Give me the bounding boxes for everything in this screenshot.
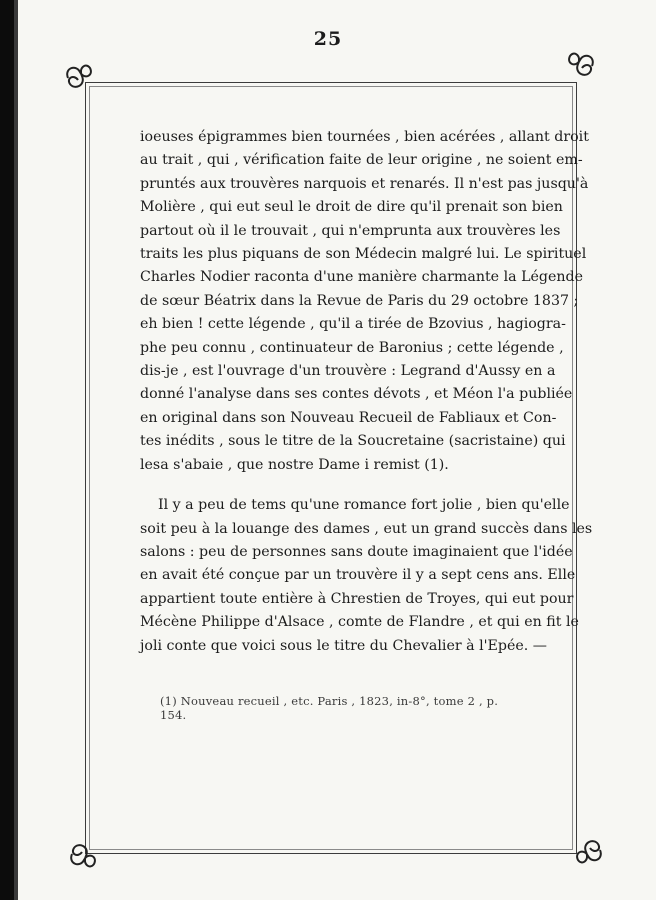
text-line: en original dans son Nouveau Recueil de Fabliaux et Con-: [140, 409, 557, 426]
footnote: (1) Nouveau recueil , etc. Paris , 1823, in-8°, tome 2 , p. 154.: [160, 694, 499, 722]
text-line: donné l'analyse dans ses contes dévots , et Méon l'a publiée: [140, 386, 573, 403]
text-line: Il y a peu de tems qu'une romance fort jolie , bien qu'elle: [158, 497, 570, 514]
text-line: Molière , qui eut seul le droit de dire qu'il prenait son bien: [140, 199, 563, 216]
text-line: lesa s'abaie , que nostre Dame i remist (1).: [140, 456, 449, 473]
text-line: tes inédits , sous le titre de la Soucretaine (sacristaine) qui: [140, 433, 566, 450]
text-line: en avait été conçue par un trouvère il y a sept cens ans. Elle: [140, 567, 576, 584]
page-number: 25: [313, 28, 343, 50]
corner-ornament-top-right-icon: [562, 46, 600, 84]
corner-ornament-bottom-right-icon: [570, 832, 608, 870]
text-line: traits les plus piquans de son Médecin malgré lui. Le spirituel: [140, 246, 587, 263]
text-line: salons : peu de personnes sans doute imaginaient que l'idée: [140, 543, 573, 560]
text-line: pruntés aux trouvères narquois et renarés. Il n'est pas jusqu'à: [140, 175, 589, 192]
corner-ornament-bottom-left-icon: [64, 836, 102, 874]
text-line: Mécène Philippe d'Alsace , comte de Flandre , et qui en fit le: [140, 614, 579, 631]
body-text: [140, 126, 593, 658]
text-line: soit peu à la louange des dames , eut un grand succès dans les: [140, 520, 593, 537]
text-line: de sœur Béatrix dans la Revue de Paris du 29 octobre 1837 ;: [140, 292, 579, 309]
text-line: dis-je , est l'ouvrage d'un trouvère : Legrand d'Aussy en a: [140, 363, 556, 380]
text-line: ioeuses épigrammes bien tournées , bien acérées , allant droit: [140, 129, 589, 145]
text-line: partout où il le trouvait , qui n'emprunta aux trouvères les: [140, 222, 561, 239]
paragraph-1: [140, 126, 589, 477]
corner-ornament-top-left-icon: [60, 58, 98, 96]
scan-edge-shadow: [0, 0, 14, 900]
text-line: phe peu connu , continuateur de Baronius ; cette légende ,: [140, 339, 564, 356]
paragraph-2: [140, 494, 593, 658]
text-line: eh bien ! cette légende , qu'il a tirée de Bzovius , hagiogra-: [140, 316, 566, 333]
text-line: Charles Nodier raconta d'une manière charmante la Légende: [140, 269, 583, 286]
text-line: joli conte que voici sous le titre du Chevalier à l'Epée. —: [140, 637, 547, 654]
text-line: appartient toute entière à Chrestien de Troyes, qui eut pour: [140, 590, 574, 607]
text-line: au trait , qui , vérification faite de leur origine , ne soient em-: [140, 152, 583, 169]
scan-edge-shadow-inner: [14, 0, 18, 900]
